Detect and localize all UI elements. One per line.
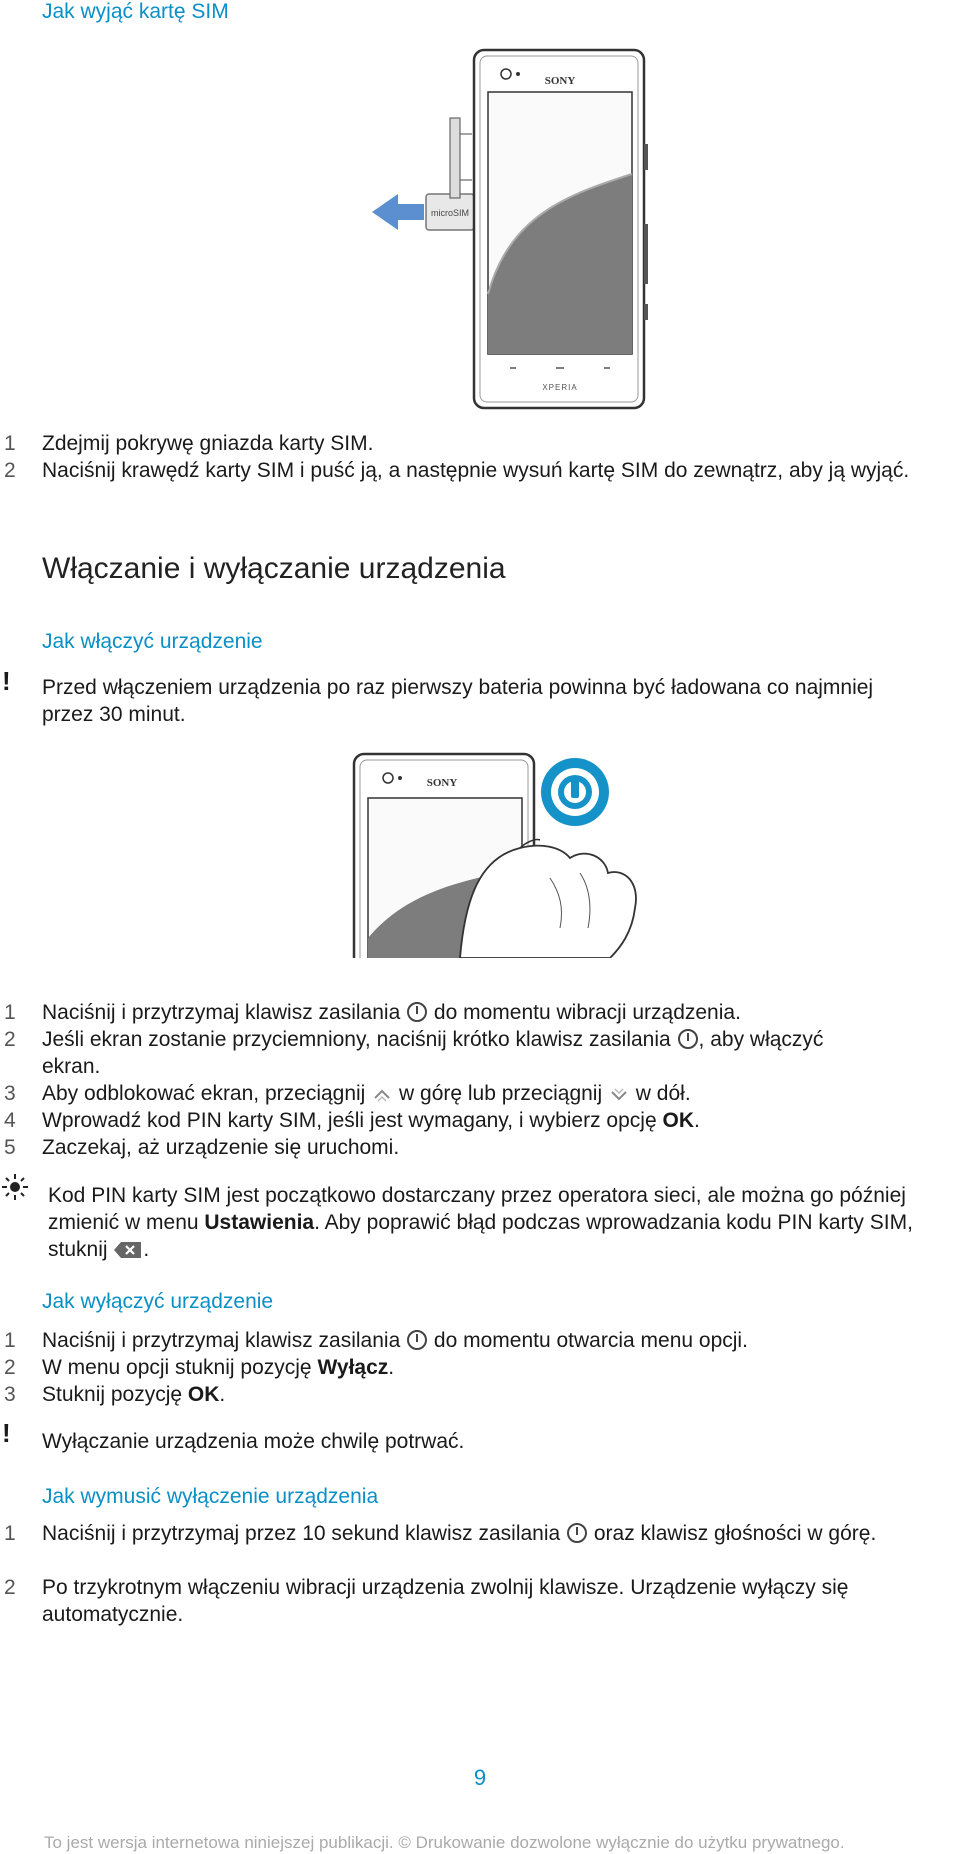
subsection-title-turn-off: Jak wyłączyć urządzenie — [42, 1290, 274, 1313]
note-charge: Przed włączeniem urządzenia po raz pierwszy bateria powinna być ładowana co najmniej przez 30 minut. — [42, 676, 874, 726]
subsection-title-force-off: Jak wymusić wyłączenie urządzenia — [42, 1485, 379, 1508]
chevron-up-icon — [371, 1086, 393, 1104]
step-number: 1 — [4, 1329, 16, 1352]
step-number: 3 — [4, 1383, 16, 1406]
step-text: Jeśli ekran zostanie przyciemniony, naciśnij krótko klawisz zasilania , aby włączyć ekran. — [42, 1028, 824, 1078]
step-text: Zaczekaj, aż urządzenie się uruchomi. — [42, 1136, 400, 1159]
figure-power-on — [350, 748, 660, 958]
svg-text:SONY: SONY — [544, 75, 576, 87]
step-text: Po trzykrotnym włączeniu wibracji urządzenia zwolnij klawisze. Urządzenie wyłączy się automatycznie. — [42, 1576, 849, 1626]
power-icon-large — [541, 758, 609, 826]
step-text: Aby odblokować ekran, przeciągnij w górę lub przeciągnij w dół. — [42, 1082, 691, 1105]
step-text: W menu opcji stuknij pozycję Wyłącz. — [42, 1356, 395, 1379]
section-title-power: Włączanie i wyłączanie urządzenia — [42, 552, 506, 585]
section-title-remove-sim: Jak wyjąć kartę SIM — [42, 0, 229, 23]
tip-pin: Kod PIN karty SIM jest początkowo dostarczany przez operatora sieci, ale można go później zmienić w menu Ustawienia. Aby poprawić błąd podczas wprowadzania kodu PIN karty SIM, stuknij . — [48, 1184, 913, 1261]
step-number: 1 — [4, 432, 16, 455]
step-number: 5 — [4, 1136, 16, 1159]
step-text: Naciśnij i przytrzymaj klawisz zasilania do momentu wibracji urządzenia. — [42, 1001, 741, 1024]
step-number: 3 — [4, 1082, 16, 1105]
step-text: Zdejmij pokrywę gniazda karty SIM. — [42, 432, 374, 455]
step-text: Wprowadź kod PIN karty SIM, jeśli jest wymagany, i wybierz opcję OK. — [42, 1109, 700, 1132]
page-number: 9 — [473, 1765, 487, 1790]
step-text: Naciśnij krawędź karty SIM i puść ją, a następnie wysuń kartę SIM do zewnątrz, aby ją wyjąć. — [42, 459, 910, 482]
microsim-label: microSIM — [431, 208, 469, 218]
backspace-icon — [113, 1240, 143, 1260]
note-shutdown: Wyłączanie urządzenia może chwilę potrwać. — [42, 1430, 465, 1453]
step-number: 2 — [4, 459, 16, 482]
arrow-left-icon — [372, 194, 424, 230]
power-icon — [566, 1522, 588, 1544]
power-icon — [406, 1329, 428, 1351]
step-number: 2 — [4, 1028, 16, 1051]
step-text: Stuknij pozycję OK. — [42, 1383, 226, 1406]
power-icon — [406, 1001, 428, 1023]
tip-lightbulb-icon — [0, 1172, 30, 1202]
warning-icon: ! — [2, 666, 11, 696]
step-number: 1 — [4, 1522, 16, 1545]
step-number: 4 — [4, 1109, 16, 1132]
step-text: Naciśnij i przytrzymaj klawisz zasilania do momentu otwarcia menu opcji. — [42, 1329, 748, 1352]
step-number: 2 — [4, 1576, 16, 1599]
svg-text:XPERIA: XPERIA — [542, 383, 578, 392]
step-number: 2 — [4, 1356, 16, 1379]
step-number: 1 — [4, 1001, 16, 1024]
svg-text:SONY: SONY — [426, 777, 458, 789]
subsection-title-turn-on: Jak włączyć urządzenie — [42, 630, 263, 653]
power-icon — [677, 1028, 699, 1050]
warning-icon: ! — [2, 1418, 11, 1448]
footer-notice: To jest wersja internetowa niniejszej publikacji. © Drukowanie dozwolone wyłącznie do użytku prywatnego. — [44, 1833, 845, 1852]
step-text: Naciśnij i przytrzymaj przez 10 sekund klawisz zasilania oraz klawisz głośności w górę. — [42, 1522, 877, 1545]
figure-remove-sim — [360, 44, 660, 414]
chevron-down-icon — [608, 1086, 630, 1104]
